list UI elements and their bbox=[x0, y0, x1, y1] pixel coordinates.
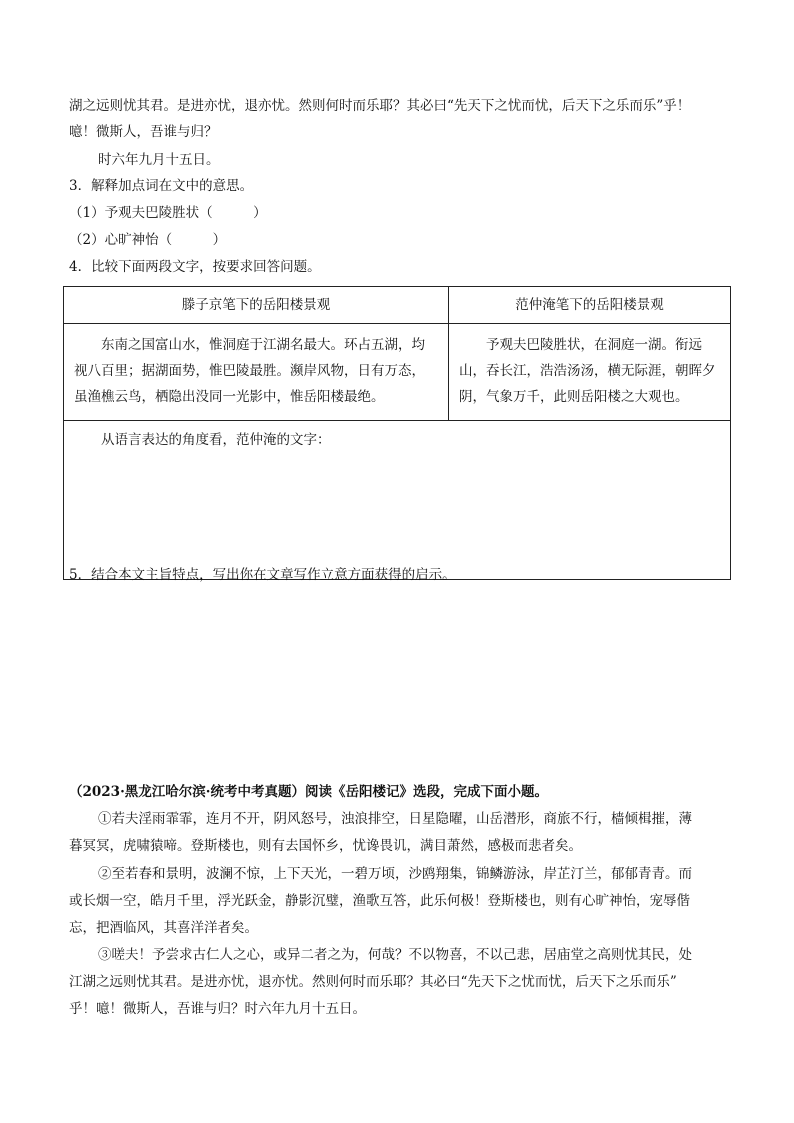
question-5-prompt: 5．结合本文主旨特点，写出你在文章写作立意方面获得的启示。 bbox=[69, 567, 456, 583]
passage-line: 噫！微斯人，吾谁与归？ bbox=[69, 124, 218, 140]
section-heading: （2023·黑龙江哈尔滨·统考中考真题）阅读《岳阳楼记》选段，完成下面小题。 bbox=[69, 784, 548, 800]
paragraph-2-line: ②至若春和景明，波澜不惊，上下天光，一碧万顷，沙鸥翔集，锦鳞游泳，岸芷汀兰，郁郁青青。而 bbox=[98, 866, 692, 882]
question-4-prompt: 4．比较下面两段文字，按要求回答问题。 bbox=[69, 259, 321, 275]
question-3-item-2: （2）心旷神怡（ ） bbox=[69, 232, 227, 248]
table-cell-left bbox=[64, 324, 449, 421]
question-3-prompt: 3．解释加点词在文中的意思。 bbox=[69, 178, 254, 194]
paragraph-3-line: 江湖之远则忧其君。是进亦忧，退亦忧。然则何时而乐耶？其必曰“先天下之忧而忧，后天下之乐而乐” bbox=[69, 974, 677, 990]
left-passage-text: 东南之国富山水，惟洞庭于江湖名最大。环占五湖，均视八百里；据湖面势，惟巴陵最胜。濒岸风物，日有万态，虽渔樵云鸟，栖隐出没同一光影中，惟岳阳楼最绝。 bbox=[74, 337, 425, 405]
table-header-row bbox=[64, 287, 731, 324]
paragraph-1-line: 暮冥冥，虎啸猿啼。登斯楼也，则有去国怀乡，忧谗畏讥，满目萧然，感极而悲者矣。 bbox=[69, 838, 582, 854]
question-3-item-1: （1）予观夫巴陵胜状（ ） bbox=[69, 205, 267, 221]
paragraph-1-line: ①若夫淫雨霏霏，连月不开，阴风怒号，浊浪排空，日星隐曜，山岳潜形，商旅不行，樯倾楫摧，薄 bbox=[98, 811, 692, 827]
paragraph-2-line: 或长烟一空，皓月千里，浮光跃金，静影沉璧，渔歌互答，此乐何极！登斯楼也，则有心旷神怡，宠辱偕 bbox=[69, 893, 690, 909]
passage-line: 湖之远则忧其君。是进亦忧，退亦忧。然则何时而乐耶？其必曰“先天下之忧而忧，后天下之乐而乐”乎！ bbox=[69, 98, 691, 114]
passage-date-line: 时六年九月十五日。 bbox=[98, 152, 220, 168]
right-passage-text: 予观夫巴陵胜状，在洞庭一湖。衔远山，吞长江，浩浩汤汤，横无际涯，朝晖夕阴，气象万千，此则岳阳楼之大观也。 bbox=[459, 337, 716, 405]
table-row bbox=[64, 324, 731, 421]
answer-cell[interactable] bbox=[64, 421, 731, 580]
table-header-left: 滕子京笔下的岳阳楼景观 bbox=[64, 287, 449, 324]
table-answer-row bbox=[64, 421, 731, 580]
answer-prompt: 从语言表达的角度看，范仲淹的文字： bbox=[101, 432, 331, 448]
paragraph-3-line: ③嗟夫！予尝求古仁人之心，或异二者之为，何哉？不以物喜，不以己悲，居庙堂之高则忧其民，处 bbox=[98, 947, 692, 963]
table-cell-right bbox=[449, 324, 731, 421]
table-header-right: 范仲淹笔下的岳阳楼景观 bbox=[449, 287, 731, 324]
paragraph-2-line: 忘，把酒临风，其喜洋洋者矣。 bbox=[69, 920, 258, 936]
paragraph-3-line: 乎！噫！微斯人，吾谁与归？时六年九月十五日。 bbox=[69, 1001, 366, 1017]
comparison-table bbox=[63, 286, 731, 580]
